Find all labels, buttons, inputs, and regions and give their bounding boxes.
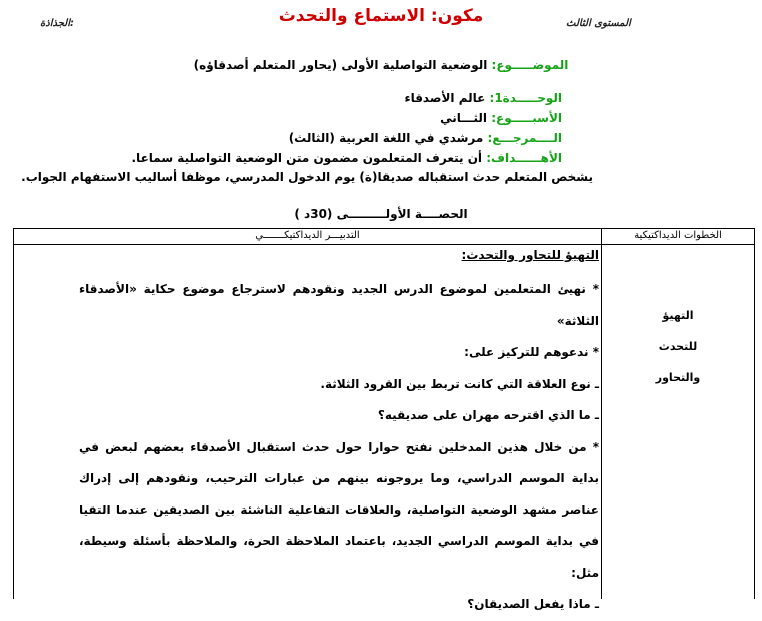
step-line: والتحاور	[655, 371, 701, 384]
reference-value: مرشدي في اللغة العربية (الثالث)	[288, 131, 488, 145]
steps-column-header: الخطوات الديداكتيكية	[634, 230, 722, 241]
goals-line	[132, 150, 563, 166]
session-title: الحصــــة الأولـــــــــى (30د )	[294, 207, 468, 221]
week-line	[440, 110, 562, 126]
lesson-content	[79, 274, 599, 621]
reference-label: الــــمرجـــع:	[487, 131, 562, 145]
step-line: للتحدث	[658, 340, 698, 353]
reference-line	[289, 130, 562, 146]
content-line: * من خلال هذين المدخلين نفتح حوارا حول حدث استقبال الأصدقاء بعضهم لبعض في بداية الموسم الدراسي، وما يروجونه بينهم من عبارات الترحيب، ونقودهم إلى إدراك عناصر مشهد الوضعية التواصلية، والعلاقات التفاعلية الناشئة بين الصديقين عندما التقيا في بداية الموسم الدراسي الجديد، باعتماد الملاحظة الحرة، والملاحظة بأسئلة وسيطة، مثل:	[79, 439, 599, 580]
column-divider	[601, 229, 602, 599]
content-line: * ندعوهم للتركيز على:	[464, 345, 599, 359]
page-title: مكون: الاستماع والتحدث	[278, 6, 484, 26]
goals-label: الأهــــــداف:	[486, 151, 562, 165]
content-line: ـ نوع العلاقة التي كانت تربط بين القرود الثلاثة.	[320, 376, 599, 391]
sheet-label: الجذاذة:	[40, 18, 74, 29]
topic-label: الموضـــــوع:	[491, 58, 569, 72]
topic-value: الوضعية التواصلية الأولى (يحاور المتعلم أصدقاؤه)	[193, 58, 492, 72]
unit-value: عالم الأصدقاء	[404, 91, 490, 105]
content-line: ـ ما الذي اقترحه مهران على صديقيه؟	[377, 408, 599, 422]
section-heading-wrap	[79, 243, 599, 267]
goals-value: أن يتعرف المتعلمون مضمون متن الوضعية التواصلية سماعا.	[131, 151, 487, 165]
week-value: الثـــاني	[440, 111, 492, 125]
topic-line	[0, 58, 762, 72]
goals-line-2: يشخص المتعلم حدث استقباله صديقا(ة) يوم الدخول المدرسي، موظفا أساليب الاستفهام الجواب.	[21, 170, 593, 184]
step-line: التهيؤ	[662, 309, 694, 322]
level-label: المستوى الثالث	[566, 18, 631, 29]
content-line: ـ ماذا يفعل الصديقان؟	[467, 597, 599, 611]
week-label: الأسبـــــوع:	[491, 111, 562, 125]
unit-label: الوحـــــدة1:	[489, 91, 562, 105]
unit-line	[404, 90, 562, 106]
management-column-header: التدبيـــر الديداكتيكـــــــي	[255, 230, 360, 241]
content-line: * نهيئ المتعلمين لموضوع الدرس الجديد ونقودهم لاسترجاع موضوع حكاية «الأصدقاء الثلاثة»	[79, 282, 599, 328]
section-heading: التهيؤ للتحاور والتحدث:	[461, 248, 599, 262]
